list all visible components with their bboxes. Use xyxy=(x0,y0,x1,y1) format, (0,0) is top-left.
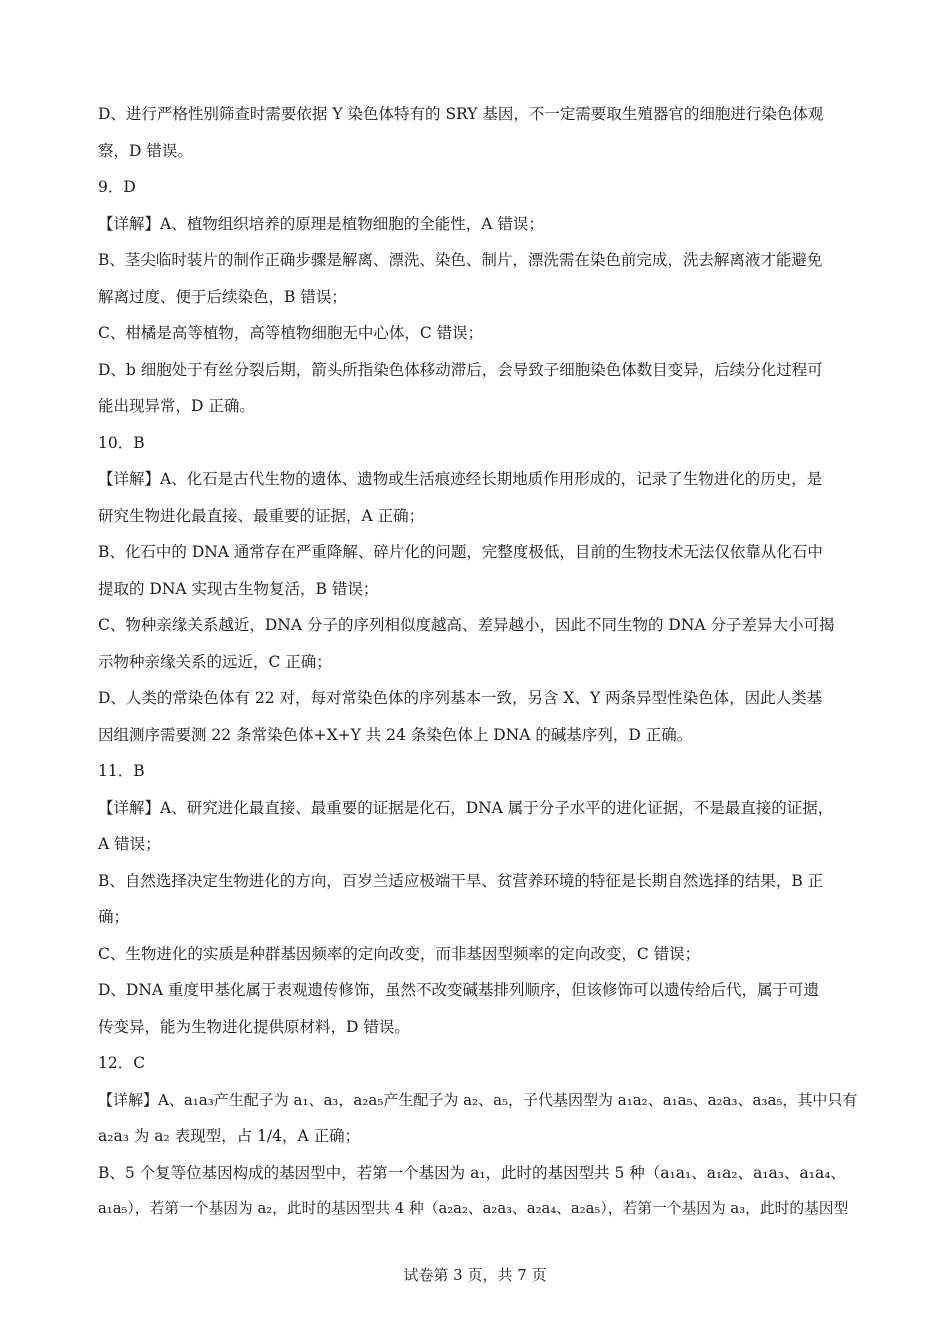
text-line: 察，D 错误。 xyxy=(98,141,193,160)
text-line: 因组测序需要测 22 条常染色体+X+Y 共 24 条染色体上 DNA 的碱基序列，D 正确。 xyxy=(98,725,693,744)
question-number: 9．D xyxy=(98,178,136,196)
text-line: a₁a₅），若第一个基因为 a₂，此时的基因型共 4 种（a₂a₂、a₂a₃、a₂a₄、a₂a₅），若第一个基因为 a₃，此时的基因型 xyxy=(98,1200,849,1217)
text-line: 提取的 DNA 实现古生物复活，B 错误； xyxy=(98,579,379,598)
text-line: 确； xyxy=(98,908,130,926)
text-line: 示物种亲缘关系的远近，C 正确； xyxy=(98,652,332,671)
text-line: D、人类的常染色体有 22 对，每对常染色体的序列基本一致，另含 X、Y 两条异型性染色体，因此人类基 xyxy=(98,689,823,707)
text-line: B、5 个复等位基因构成的基因型中，若第一个基因为 a₁，此时的基因型共 5 种（a₁a₁、a₁a₂、a₁a₃、a₁a₄、 xyxy=(98,1163,846,1182)
text-line: B、自然选择决定生物进化的方向，百岁兰适应极端干旱、贫营养环境的特征是长期自然选择的结果，B 正 xyxy=(98,871,824,890)
text-line: 研究生物进化最直接、最重要的证据，A 正确； xyxy=(98,506,425,525)
text-line: C、生物进化的实质是种群基因频率的定向改变，而非基因型频率的定向改变，C 错误； xyxy=(98,944,701,963)
question-number: 10．B xyxy=(98,433,145,452)
text-line: 【详解】A、植物组织培养的原理是植物细胞的全能性，A 错误； xyxy=(98,214,544,233)
page-footer: 试卷第 3 页，共 7 页 xyxy=(403,1266,547,1284)
text-line: 能出现异常，D 正确。 xyxy=(98,397,255,415)
text-line: 解离过度、便于后续染色，B 错误； xyxy=(98,287,347,306)
text-line: 【详解】A、化石是古代生物的遗体、遗物或生活痕迹经长期地质作用形成的，记录了生物进化的历史，是 xyxy=(98,470,823,488)
text-line: 【详解】A、研究进化最直接、最重要的证据是化石，DNA 属于分子水平的进化证据，不是最直接的证据， xyxy=(98,798,834,817)
answer-text-block xyxy=(98,96,858,1228)
text-line: D、b 细胞处于有丝分裂后期，箭头所指染色体移动滞后，会导致子细胞染色体数目变异，后续分化过程可 xyxy=(98,360,823,379)
text-line: A 错误； xyxy=(98,835,161,853)
text-line: 【详解】A、a₁a₃产生配子为 a₁、a₃，a₂a₅产生配子为 a₂、a₅，子代基因型为 a₁a₂、a₁a₅、a₂a₃、a₃a₅，其中只有 xyxy=(98,1090,858,1109)
question-number: 12．C xyxy=(98,1054,146,1072)
text-line: C、物种亲缘关系越近，DNA 分子的序列相似度越高、差异越小，因此不同生物的 DNA 分子差异大小可揭 xyxy=(98,616,835,634)
text-line: 传变异，能为生物进化提供原材料，D 错误。 xyxy=(98,1017,410,1036)
text-line: C、柑橘是高等植物，高等植物细胞无中心体，C 错误； xyxy=(98,324,484,342)
text-line: a₂a₃ 为 a₂ 表现型，占 1/4，A 正确； xyxy=(98,1127,361,1145)
text-line: B、化石中的 DNA 通常存在严重降解、碎片化的问题，完整度极低，目前的生物技术无法仅依靠从化石中 xyxy=(98,543,823,561)
text-line: D、DNA 重度甲基化属于表观遗传修饰，虽然不改变碱基排列顺序，但该修饰可以遗传给后代，属于可遗 xyxy=(98,981,820,999)
question-number: 11．B xyxy=(98,762,145,780)
text-line: D、进行严格性别筛查时需要依据 Y 染色体特有的 SRY 基因，不一定需要取生殖器官的细胞进行染色体观 xyxy=(98,105,824,123)
text-line: B、茎尖临时装片的制作正确步骤是解离、漂洗、染色、制片，漂洗需在染色前完成，洗去解离液才能避免 xyxy=(98,251,823,269)
